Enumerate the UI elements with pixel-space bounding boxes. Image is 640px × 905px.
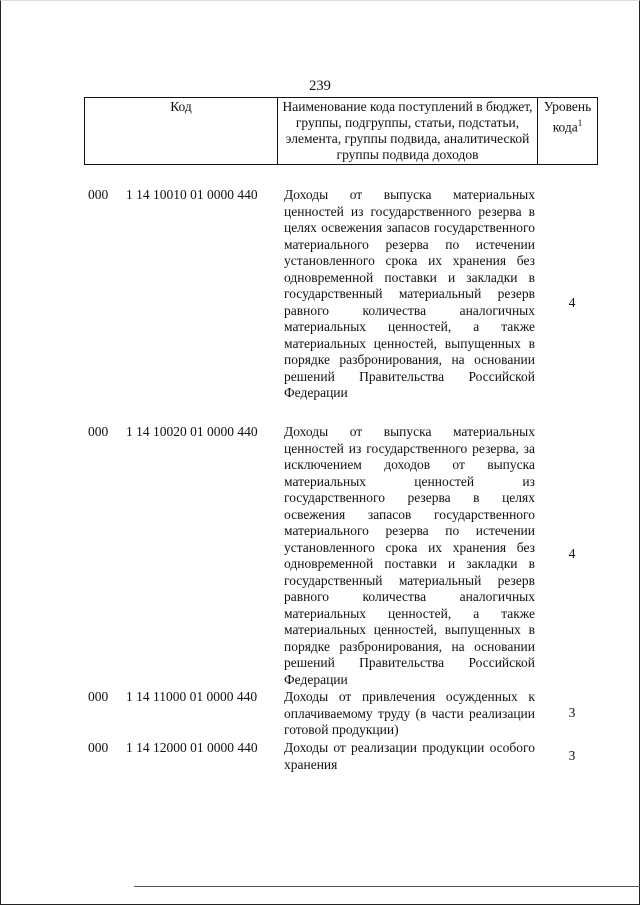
table-row (84, 424, 584, 694)
column-header-code-label: Код (170, 99, 192, 114)
table-row (84, 740, 584, 776)
column-header-level-label: Уровень кода (543, 99, 592, 135)
row-code (88, 424, 258, 441)
table-row (84, 689, 584, 741)
row-description: Доходы от реализации продукции особого хранения (284, 740, 535, 772)
row-level: 4 (568, 546, 576, 561)
row-code (88, 689, 257, 706)
row-level: 4 (568, 295, 576, 310)
table-row (84, 187, 584, 427)
row-budget-code: 1 14 10010 01 0000 440 (126, 187, 258, 202)
row-admin-code: 000 (88, 740, 109, 755)
row-description: Доходы от привлечения осужденных к оплачиваемому труду (в части реализации готовой продукции) (284, 689, 535, 737)
row-budget-code: 1 14 11000 01 0000 440 (126, 689, 258, 704)
row-level: 3 (568, 705, 576, 720)
row-budget-code: 1 14 10020 01 0000 440 (126, 424, 258, 439)
page-number: 239 (309, 78, 331, 94)
column-header-code (85, 98, 278, 165)
column-header-level (538, 98, 598, 165)
row-code (88, 187, 258, 204)
row-level: 3 (568, 748, 576, 763)
table-header (84, 97, 598, 165)
row-budget-code: 1 14 12000 01 0000 440 (126, 740, 258, 755)
column-header-name-label: Наименование кода поступлений в бюджет, группы, подгруппы, статьи, подстатьи, элемента, группы подвида, аналитической группы подвида доходов (282, 99, 533, 162)
row-admin-code: 000 (88, 424, 109, 439)
footnote-marker: 1 (577, 118, 583, 128)
row-code (88, 740, 258, 757)
row-admin-code: 000 (88, 689, 109, 704)
scan-edge-line (134, 886, 640, 887)
row-description: Доходы от выпуска материальных ценностей из государственного резерва в целях освежения запасов государственного материального резерва по истечении установленного срока их хранения без одновременной поставки и закладки в государственный материальный резерв равного количества аналогичных материальных ценностей, а также материальных ценностей, выпущенных в порядке разбронирования, на основании решений Правительства Российской Федерации (284, 187, 535, 400)
table-header-row (85, 98, 598, 165)
column-header-name (278, 98, 538, 165)
row-description: Доходы от выпуска материальных ценностей из государственного резерва, за исключением доходов от выпуска материальных ценностей из государственного резерва в целях освежения запасов государственного материального резерва по истечении установленного срока их хранения без одновременной поставки и закладки в государственный материальный резерв равного количества аналогичных материальных ценностей, а также материальных ценностей, выпущенных в порядке разбронирования, на основании решений Правительства Российской Федерации (284, 424, 535, 687)
row-admin-code: 000 (88, 187, 109, 202)
